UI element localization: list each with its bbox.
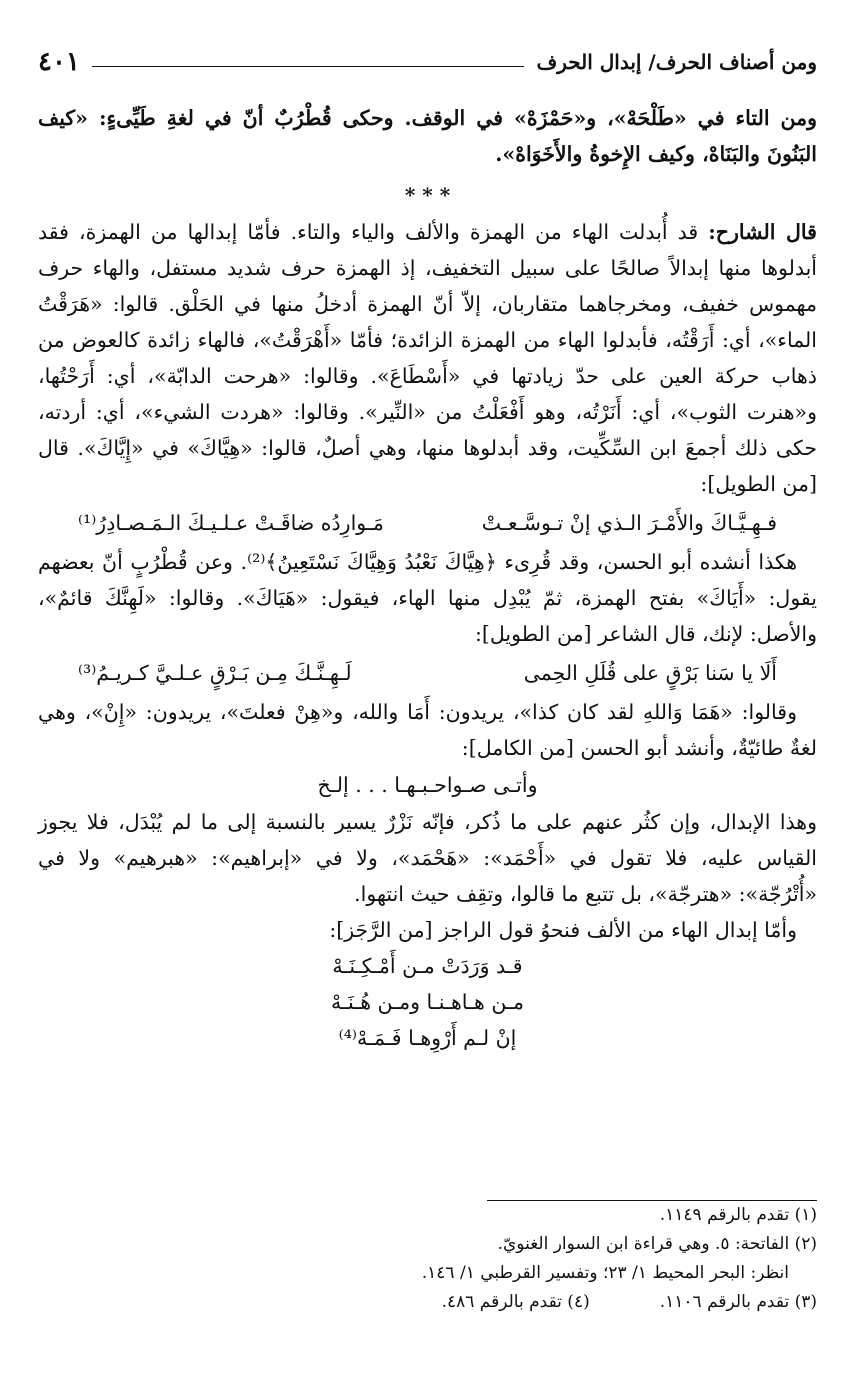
verse-1 [78,504,777,542]
commentary-paragraph-4: وهذا الإبدال، وإن كثُر عنهم على ما ذُكر، فإنّه نَزْرٌ يسير بالنسبة إلى ما لم يُبْدَل، فلا يجوز القياس عليه، فلا تقول في «أَحْمَد»: «هَحْمَد»، ولا في «إبراهيم»: «هبرهيم» ولا في «أُتْرُجّة»: «هترجّة»، بل تتبع ما قالوا، وتقِف حيث انتهوا. [38,810,817,906]
rajaz-line-3: إنْ لـم أَرْوِهـا فَـمَـهْ⁽⁴⁾ [338,1026,517,1050]
section-separator: * * * [404,183,451,207]
commentary-paragraph-3: وقالوا: «هَمَا وَاللهِ لقد كان كذا»، يريدون: أَمَا والله، و«هِنْ فعلتَ»، يريدون: «إِنْ»، وهي لغةٌ طائيّةٌ، وأنشد أبو الحسن [من الكامل]: [38,700,817,760]
verse-1-first-hemistich: فـهِـيَّـاكَ والأَمْـرَ الـذي إنْ تـوسَّـعـتْ [481,511,777,535]
footnote-3: (٣) تقدم بالرقم ١١٠٦. [659,1292,817,1312]
commentary-paragraph-2: هكذا أنشده أبو الحسن، وقد قُرِىء ﴿هِيَّاكَ نَعْبُدُ وَهِيَّاكَ نَسْتَعِينُ﴾⁽²⁾. وعن قُطْرُبٍ أنّ بعضهم يقول: «أَيَاكَ» بفتح الهمزة، ثمّ يُبْدِل منها الهاء، فيقول: «هَيَاكَ». وقالوا: «لَهِنَّكَ قائمٌ»، والأصل: لإنك، قال الشاعر [من الطويل]: [38,550,817,646]
header-rule [92,66,525,67]
running-header [38,42,817,82]
footnote-4: (٤) تقدم بالرقم ٤٨٦. [441,1292,590,1312]
commentary-lead: قال الشارح: [708,220,817,244]
header-title: ومن أصناف الحرف/ إبدال الحرف [536,50,817,74]
verse-2 [78,654,777,692]
rajaz-line-1: قـد وَرَدَتْ مـن أَمْـكِـنَـهْ [332,954,523,978]
commentary-paragraph-5: وأمّا إبدال الهاء من الألف فنحوُ قول الراجز [من الرَّجَز]: [329,918,797,942]
verse-2-first-hemistich: أَلَا يا سَنا بَرْقٍ على قُلَلِ الحِمى [523,661,777,685]
rajaz-line-2: مـن هـاهـنـا ومـن هُـنَـهْ [331,990,524,1014]
footnotes [38,1200,817,1317]
footnote-row-3-4 [38,1288,817,1317]
page-number: ٤٠١ [38,47,80,77]
commentary-text-1: قد أُبدلت الهاء من الهمزة والألف والياء والتاء. فأمّا إبدالها من الهمزة، فقد أبدلوها منها إبدالاً صالحًا على سبيل التخفيف، إذ الهمزة حرف شديد مستفل، والهاء حرف مهموس خفيف، ومخرجاهما متقاربان، إلاّ أنّ الهمزة أدخلُ منها في الحَلْق. قالوا: «هَرَقْتُ الماء»، أي: أَرَقْتُه، فأبدلوا الهاء من الهمزة الزائدة؛ فأمّا «أَهْرَقْتُ»، فالهاء زائدة كالعوض من ذهاب حركة العين على حدّ زيادتها في «أَسْطَاعَ». وقالوا: «هرحت الدابّة»، أي: أَرَحْتُها، و«هنرت الثوب»، أي: أَنَرْتُه، وهو أَفْعَلْتُ من «النِّير». وقالوا: «هردت الشيء»، أي: أردته، حكى ذلك أجمعَ ابن السِّكِّيت، وقد أبدلوها منها، وهي أصلٌ، قالوا: «هِيَّاكَ» في «إِيَّاكَ». قال [من الطويل]: [38,220,817,496]
intro-text: ومن التاء في «طَلْحَهْ»، و«حَمْزَهْ» في الوقف. وحكى قُطْرُبٌ أنّ في لغةِ طَيِّىءٍ: «كيف البَنُونَ والبَنَاهْ، وكيف الإِخوةُ والأَخَوَاهْ». [38,106,817,166]
verse-2-second-hemistich: لَـهِـنَّـكَ مِـن بَـرْقٍ عـلـيَّ كـريـمُ⁽³⁾ [78,661,352,685]
verse-3: وأتـى صـواحـبـهـا . . . إلـخ [317,773,538,797]
page-body [38,100,817,1056]
footnote-2: (٢) الفاتحة: ٥. وهي قراءة ابن السوار الغنويّ. [497,1234,817,1254]
footnote-1: (١) تقدم بالرقم ١١٤٩. [659,1205,817,1225]
verse-1-second-hemistich: مَـوارِدُه ضاقَـتْ عـلـيـكَ الـمَـصـادِرُ⁽¹⁾ [78,511,384,535]
footnote-2-continued: انظر: البحر المحيط ١/ ٢٣؛ وتفسير القرطبي ١/ ١٤٦. [421,1263,789,1283]
commentary-paragraph-1 [38,214,817,502]
